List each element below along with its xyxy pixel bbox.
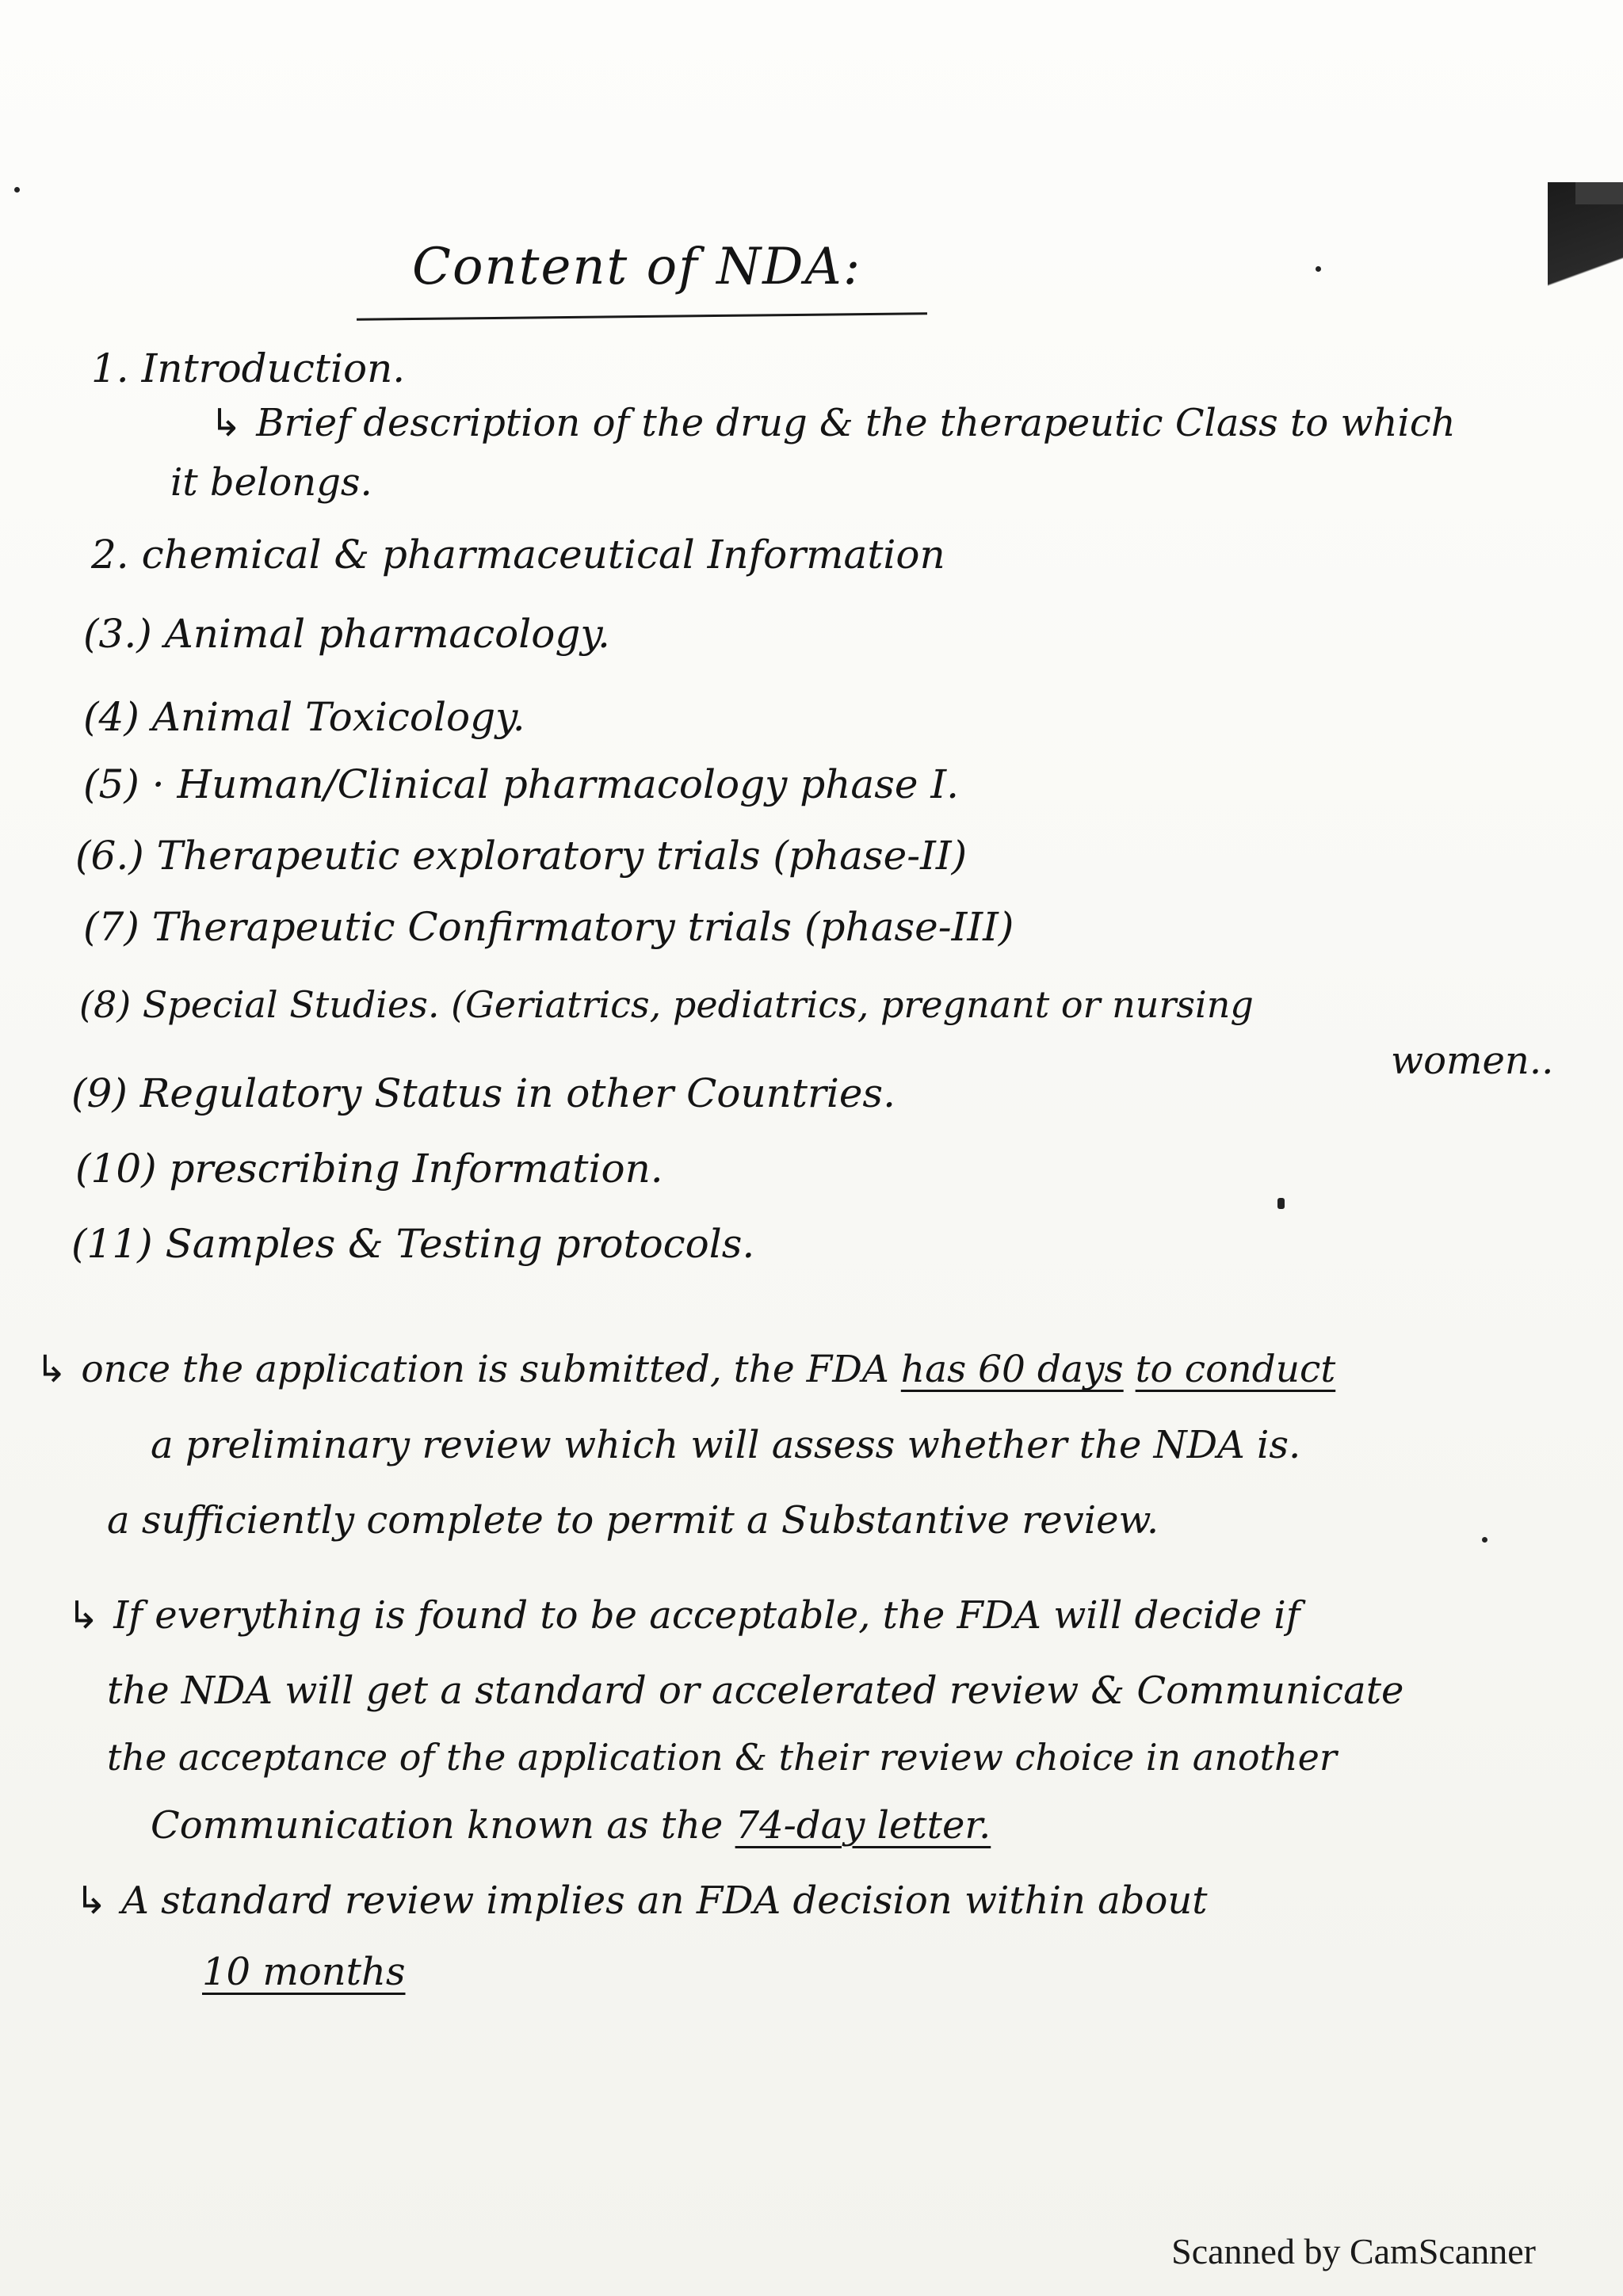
item-text: Animal Toxicology. (151, 694, 525, 740)
list-item (83, 904, 1014, 950)
para-text: A standard review implies an FDA decision within about (121, 1878, 1208, 1923)
paragraph-line (75, 1878, 1208, 1923)
clip-tab (1575, 182, 1623, 204)
item-number: (9) (71, 1070, 128, 1116)
paragraph-line: a preliminary review which will assess whether the NDA is. (151, 1423, 1301, 1467)
item-text: Therapeutic Confirmatory trials (phase-III) (151, 904, 1014, 950)
list-item (91, 532, 945, 578)
paragraph-line (151, 1803, 991, 1848)
arrow-icon: ↳ (36, 1348, 67, 1391)
list-item (91, 345, 406, 391)
intro-description-line: it belongs. (170, 460, 372, 505)
item-text: Introduction. (141, 345, 406, 391)
list-item (71, 1221, 755, 1267)
title-underline (357, 312, 927, 321)
paragraph-line (36, 1348, 1336, 1391)
underlined-text: to conduct (1135, 1348, 1336, 1391)
arrow-icon: ↳ (67, 1593, 100, 1638)
corner-clip-shadow (1548, 182, 1623, 341)
arrow-icon: ↳ (210, 401, 242, 445)
page-title: Content of NDA: (412, 238, 862, 296)
dust-speck (1482, 1537, 1487, 1543)
item-number: (7) (83, 904, 139, 950)
item-number: (5) (83, 761, 139, 807)
item-text: Regulatory Status in other Countries. (139, 1070, 896, 1116)
item-number: (10) (75, 1146, 157, 1192)
item-text: Therapeutic exploratory trials (phase-II) (156, 833, 968, 879)
item-continuation: women.. (1391, 1039, 1554, 1083)
list-item (75, 1146, 663, 1192)
intro-description-line (210, 401, 1456, 445)
item-number: (8) (79, 983, 132, 1026)
item-text: · Human/Clinical pharmacology phase I. (151, 761, 960, 807)
underlined-text: has 60 days (900, 1348, 1124, 1391)
para-text: once the application is submitted, the FDA (81, 1348, 889, 1391)
item-number: 1. (91, 345, 129, 391)
item-number: 2. (91, 532, 129, 578)
list-item (83, 694, 525, 740)
scanner-watermark: Scanned by CamScanner (1171, 2231, 1536, 2271)
item-text: Special Studies. (Geriatrics, pediatrics, pregnant or nursing (142, 983, 1254, 1026)
paragraph-line (67, 1593, 1300, 1638)
para-text: Communication known as the (151, 1803, 724, 1848)
list-item (83, 761, 960, 807)
item-text: Animal pharmacology. (164, 611, 610, 657)
list-item (79, 983, 1254, 1026)
arrow-icon: ↳ (75, 1878, 108, 1923)
list-item (75, 833, 968, 879)
dust-speck (1316, 266, 1321, 272)
item-number: (3.) (83, 611, 152, 657)
item-text: chemical & pharmaceutical Information (141, 532, 945, 578)
paragraph-line: the NDA will get a standard or accelerated review & Communicate (107, 1669, 1404, 1713)
paragraph-line: 10 months (202, 1950, 406, 1994)
list-item (83, 611, 610, 657)
paragraph-line: a sufficiently complete to permit a Substantive review. (107, 1498, 1159, 1543)
item-number: (11) (71, 1221, 153, 1267)
item-text: Samples & Testing protocols. (165, 1221, 755, 1267)
dust-speck (14, 187, 20, 193)
underlined-text: 74-day letter. (735, 1803, 991, 1848)
sub-text: Brief description of the drug & the therapeutic Class to which (256, 401, 1456, 445)
paragraph-line: the acceptance of the application & their review choice in another (107, 1736, 1337, 1779)
item-number: (4) (83, 694, 139, 740)
item-text: prescribing Information. (169, 1146, 663, 1192)
list-item (71, 1070, 896, 1116)
dust-speck (1277, 1198, 1285, 1209)
para-text: If everything is found to be acceptable, the FDA will decide if (113, 1593, 1300, 1638)
item-number: (6.) (75, 833, 144, 879)
